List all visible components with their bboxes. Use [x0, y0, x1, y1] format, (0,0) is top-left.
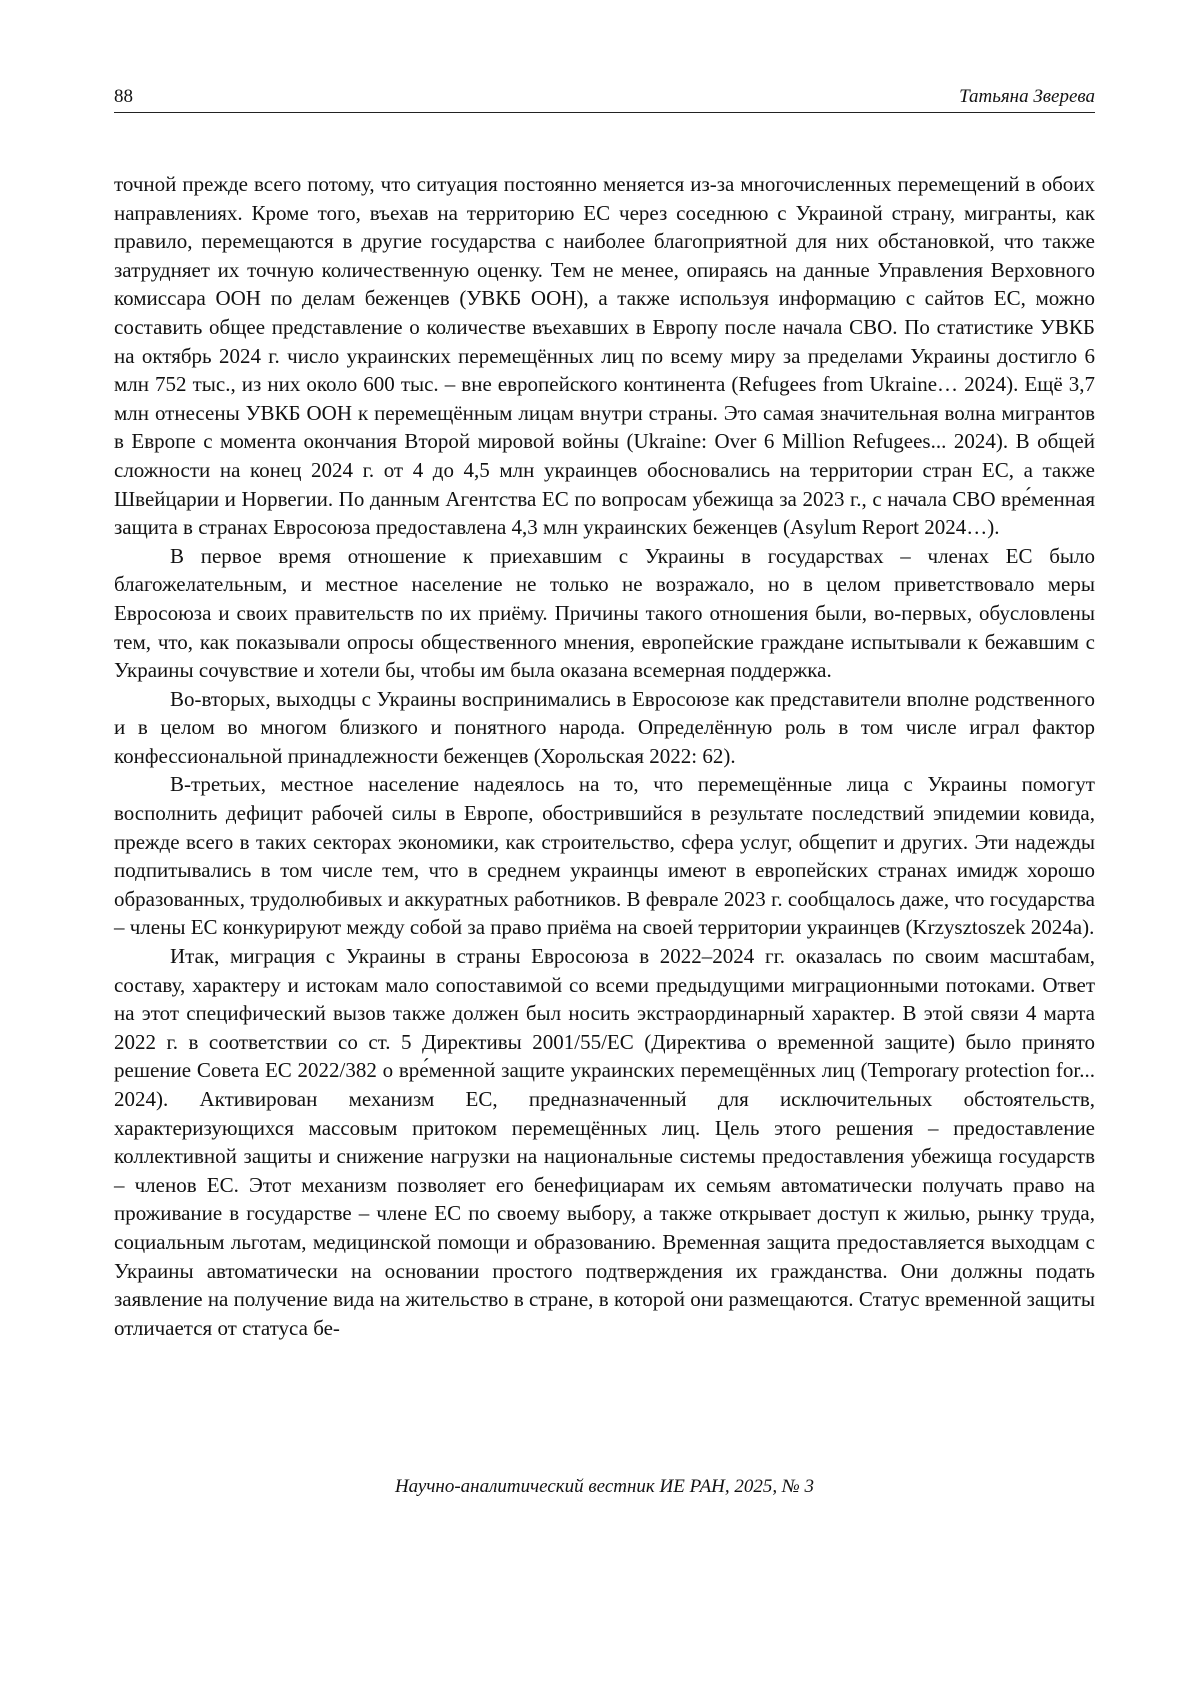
page-number: 88: [114, 86, 133, 107]
paragraph: В-третьих, местное население надеялось на то, что перемещённые лица с Украины помогут восполнить дефицит рабочей силы в Европе, обострившийся в результате последствий эпидемии ковида, прежде всего в таких секторах экономики, как строительство, сфера услуг, общепит и других. Эти надежды подпитывались в том числе тем, что в среднем украинцы имеют в европейских странах имидж хорошо образованных, трудолюбивых и аккуратных работников. В феврале 2023 г. сообщалось даже, что государства – члены ЕС конкурируют между собой за право приёма на своей территории украинцев (Krzysztoszek 2024a).: [114, 772, 1095, 940]
paragraph: В первое время отношение к приехавшим с Украины в государствах – членах ЕС было благожелательным, и местное население не только не возражало, но в целом приветствовало меры Евросоюза и своих правительств по их приёму. Причины такого отношения были, во-первых, обусловлены тем, что, как показывали опросы общественного мнения, европейские граждане испытывали к бежавшим с Украины сочувствие и хотели бы, чтобы им была оказана всемерная поддержка.: [114, 543, 1095, 683]
journal-footer: Научно-аналитический вестник ИЕ РАН, 2025, № 3: [394, 1476, 815, 1497]
author-name: Татьяна Зверева: [959, 86, 1095, 107]
running-head: [114, 84, 1095, 113]
paragraph-continuation: точной прежде всего потому, что ситуация постоянно меняется из-за многочисленных перемещений в обоих направлениях. Кроме того, въехав на территорию ЕС через соседнюю с Украиной страну, мигранты, как правило, перемещаются в другие государства с наиболее благоприятной для них обстановкой, что также затрудняет их точную количественную оценку. Тем не менее, опираясь на данные Управления Верховного комиссара ООН по делам беженцев (УВКБ ООН), а также используя информацию с сайтов ЕС, можно составить общее представление о количестве въехавших в Европу после начала СВО. По статистике УВКБ на октябрь 2024 г. число украинских перемещённых лиц по всему миру за пределами Украины достигло 6 млн 752 тыс., из них около 600 тыс. – вне европейского континента (Refugees from Ukraine… 2024). Ещё 3,7 млн отнесены УВКБ ООН к перемещённым лицам внутри страны. Это самая значительная волна мигрантов в Европе с момента окончания Второй мировой войны (Ukraine: Over 6 Million Refugees... 2024). В общей сложности на конец 2024 г. от 4 до 4,5 млн украинцев обосновались на территории стран ЕС, а также Швейцарии и Норвегии. По данным Агентства ЕС по вопросам убежища за 2023 г., с начала СВО вре́менная защита в странах Евросоюза предоставлена 4,3 млн украинских беженцев (Asylum Report 2024…).: [114, 172, 1095, 540]
paragraph: Во-вторых, выходцы с Украины воспринимались в Евросоюзе как представители вполне родственного и в целом во многом близкого и понятного народа. Определённую роль в том числе играл фактор конфессиональной принадлежности беженцев (Хорольская 2022: 62).: [114, 686, 1095, 768]
paragraph: Итак, миграция с Украины в страны Евросоюза в 2022–2024 гг. оказалась по своим масштабам, составу, характеру и истокам мало сопоставимой со всеми предыдущими миграционными потоками. Ответ на этот специфический вызов также должен был носить экстраординарный характер. В этой связи 4 марта 2022 г. в соответствии со ст. 5 Директивы 2001/55/ЕС (Директива о временной защите) было принято решение Совета ЕС 2022/382 о вре́менной защите украинских перемещённых лиц (Temporary protection for... 2024). Активирован механизм ЕС, предназначенный для исключительных обстоятельств, характеризующихся массовым притоком перемещённых лиц. Цель этого решения – предоставление коллективной защиты и снижение нагрузки на национальные системы предоставления убежища государств – членов ЕС. Этот механизм позволяет его бенефициарам их семьям автоматически получать право на проживание в государстве – члене ЕС по своему выбору, а также открывает доступ к жилью, рынку труда, социальным льготам, медицинской помощи и образованию. Временная защита предоставляется выходцам с Украины автоматически на основании простого подтверждения их гражданства. Они должны подать заявление на получение вида на жительство в стране, в которой они размещаются. Статус временной защиты отличается от статуса бе-: [114, 944, 1095, 1340]
article-body: [114, 170, 1095, 1342]
